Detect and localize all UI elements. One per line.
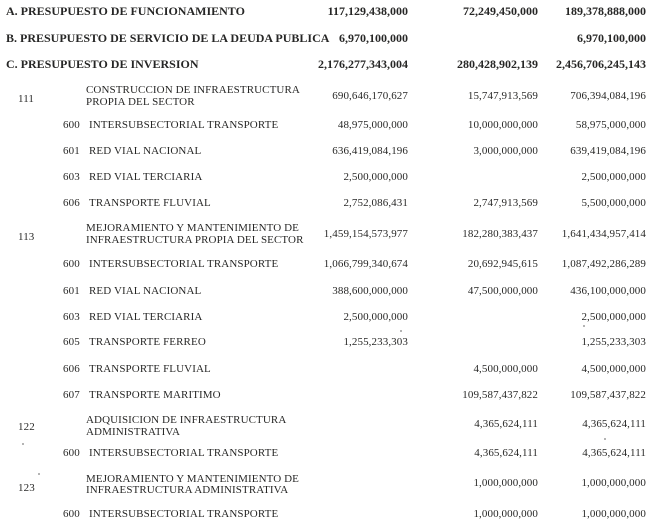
section-label: B. PRESUPUESTO DE SERVICIO DE LA DEUDA PUBLICA [6, 31, 330, 45]
value-col3: 1,000,000,000 [581, 508, 646, 520]
item-code: 600 [63, 258, 80, 270]
program-desc-line1: MEJORAMIENTO Y MANTENIMIENTO DE [86, 473, 300, 485]
value-col1: 1,255,233,303 [343, 336, 408, 348]
item-label: INTERSUBSECTORIAL TRANSPORTE [89, 119, 279, 131]
value-col2: 15,747,913,569 [467, 90, 538, 102]
value-col3: 1,641,434,957,414 [561, 228, 646, 240]
value-col2: 20,692,945,615 [467, 258, 538, 270]
scan-speck [400, 330, 402, 332]
value-col1: 636,419,084,196 [332, 145, 408, 157]
value-col1: 2,500,000,000 [343, 171, 408, 183]
value-col3: 4,365,624,111 [582, 418, 646, 430]
value-col1: 1,459,154,573,977 [323, 228, 408, 240]
value-col1: 2,176,277,343,004 [318, 57, 408, 71]
value-col3: 1,255,233,303 [581, 336, 646, 348]
item-code: 601 [63, 285, 80, 297]
program-code: 123 [18, 482, 35, 494]
program-code: 113 [18, 231, 35, 243]
value-col2: 10,000,000,000 [467, 119, 538, 131]
value-col3: 2,500,000,000 [581, 171, 646, 183]
value-col1: 388,600,000,000 [332, 285, 408, 297]
value-col1: 2,500,000,000 [343, 311, 408, 323]
value-col3: 4,365,624,111 [582, 447, 646, 459]
item-code: 605 [63, 336, 80, 348]
program-desc-line2: PROPIA DEL SECTOR [86, 96, 195, 108]
item-label: RED VIAL TERCIARIA [89, 171, 203, 183]
item-code: 606 [63, 363, 80, 375]
value-col2: 280,428,902,139 [457, 57, 538, 71]
value-col3: 2,500,000,000 [581, 311, 646, 323]
scan-speck [583, 325, 585, 327]
value-col3: 189,378,888,000 [565, 4, 646, 18]
value-col3: 436,100,000,000 [570, 285, 646, 297]
item-label: RED VIAL NACIONAL [89, 285, 202, 297]
value-col2: 4,500,000,000 [473, 363, 538, 375]
value-col2: 1,000,000,000 [473, 508, 538, 520]
item-code: 607 [63, 389, 80, 401]
item-code: 603 [63, 311, 80, 323]
item-label: INTERSUBSECTORIAL TRANSPORTE [89, 447, 279, 459]
value-col1: 690,646,170,627 [332, 90, 408, 102]
value-col3: 6,970,100,000 [577, 31, 646, 45]
item-code: 606 [63, 197, 80, 209]
value-col2: 47,500,000,000 [467, 285, 538, 297]
program-desc-line1: CONSTRUCCION DE INFRAESTRUCTURA [86, 84, 300, 96]
value-col3: 5,500,000,000 [581, 197, 646, 209]
scan-speck [604, 438, 606, 440]
item-label: TRANSPORTE FLUVIAL [89, 363, 211, 375]
item-code: 600 [63, 508, 80, 520]
value-col3: 639,419,084,196 [570, 145, 646, 157]
value-col3: 109,587,437,822 [570, 389, 646, 401]
value-col3: 1,087,492,286,289 [561, 258, 646, 270]
item-label: TRANSPORTE FERREO [89, 336, 206, 348]
value-col2: 109,587,437,822 [462, 389, 538, 401]
item-code: 601 [63, 145, 80, 157]
scan-speck [38, 473, 40, 475]
value-col3: 1,000,000,000 [581, 477, 646, 489]
program-desc-line2: INFRAESTRUCTURA ADMINISTRATIVA [86, 484, 289, 496]
value-col3: 706,394,084,196 [570, 90, 646, 102]
value-col1: 6,970,100,000 [339, 31, 408, 45]
item-label: INTERSUBSECTORIAL TRANSPORTE [89, 508, 279, 520]
program-code: 111 [18, 93, 34, 105]
value-col3: 2,456,706,245,143 [556, 57, 646, 71]
value-col1: 48,975,000,000 [337, 119, 408, 131]
item-code: 600 [63, 119, 80, 131]
value-col2: 4,365,624,111 [474, 418, 538, 430]
item-label: RED VIAL TERCIARIA [89, 311, 203, 323]
section-label: A. PRESUPUESTO DE FUNCIONAMIENTO [6, 4, 245, 18]
item-label: TRANSPORTE FLUVIAL [89, 197, 211, 209]
item-code: 603 [63, 171, 80, 183]
program-desc-line1: ADQUISICION DE INFRAESTRUCTURA [86, 414, 287, 426]
value-col3: 4,500,000,000 [581, 363, 646, 375]
program-desc-line2: INFRAESTRUCTURA PROPIA DEL SECTOR [86, 234, 304, 246]
item-label: RED VIAL NACIONAL [89, 145, 202, 157]
value-col2: 182,280,383,437 [462, 228, 538, 240]
value-col2: 4,365,624,111 [474, 447, 538, 459]
item-label: TRANSPORTE MARITIMO [89, 389, 221, 401]
program-desc-line2: ADMINISTRATIVA [86, 426, 181, 438]
value-col1: 1,066,799,340,674 [323, 258, 408, 270]
value-col2: 3,000,000,000 [473, 145, 538, 157]
section-label: C. PRESUPUESTO DE INVERSION [6, 57, 199, 71]
value-col1: 117,129,438,000 [327, 4, 408, 18]
program-desc-line1: MEJORAMIENTO Y MANTENIMIENTO DE [86, 222, 300, 234]
item-code: 600 [63, 447, 80, 459]
value-col2: 72,249,450,000 [463, 4, 538, 18]
value-col2: 2,747,913,569 [473, 197, 538, 209]
item-label: INTERSUBSECTORIAL TRANSPORTE [89, 258, 279, 270]
program-code: 122 [18, 421, 35, 433]
value-col2: 1,000,000,000 [473, 477, 538, 489]
scan-speck [22, 443, 24, 445]
value-col3: 58,975,000,000 [575, 119, 646, 131]
value-col1: 2,752,086,431 [343, 197, 408, 209]
